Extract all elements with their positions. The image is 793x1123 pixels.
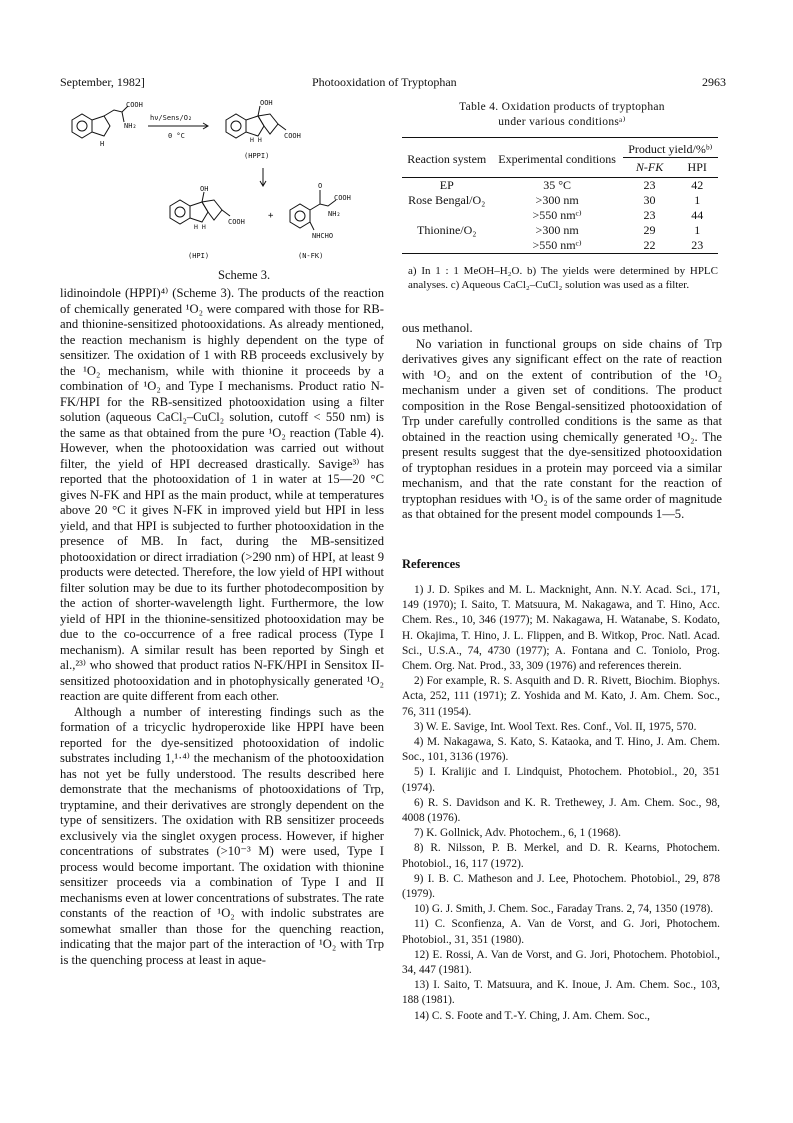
reference-item: 10) G. J. Smith, J. Chem. Soc., Faraday Trans. 2, 74, 1350 (1978). xyxy=(414,903,714,916)
table-footnotes: a) In 1 : 1 MeOH–H₂O. b) The yields were determined by HPLC analyses. c) Aqueous CaCl₂–CuCl₂ solution was used as a filter. xyxy=(408,265,718,291)
col-header-yield: Product yield/%ᵇ⁾ xyxy=(623,138,718,158)
references-heading: References xyxy=(402,557,461,571)
svg-text:H H: H H xyxy=(250,136,262,144)
svg-text:H H: H H xyxy=(194,223,206,231)
table-caption: Table 4. Oxidation products of tryptophan under various conditionsᵃ⁾ xyxy=(459,101,665,128)
scheme-caption: Scheme 3. xyxy=(218,268,271,282)
svg-text:OOH: OOH xyxy=(260,99,273,107)
svg-text:COOH: COOH xyxy=(334,194,351,202)
reference-item: 14) C. S. Foote and T.-Y. Ching, J. Am. Chem. Soc., xyxy=(414,1009,650,1022)
nfk-label: (N-FK) xyxy=(298,252,324,260)
svg-text:COOH: COOH xyxy=(228,218,245,226)
hpi-structure xyxy=(170,192,230,224)
paragraph: ous methanol. xyxy=(402,321,473,335)
right-column xyxy=(402,321,722,523)
reference-item: 11) C. Sconfienza, A. Van de Vorst, and G. Jori, Photochem. Photobiol., 31, 351 (1980). xyxy=(402,918,720,946)
table-row: Thionine/O₂ >300 nm 29 1 xyxy=(416,223,701,237)
reaction-condition: hν/Sens/O₂ xyxy=(150,114,193,122)
table-4 xyxy=(402,137,718,254)
reference-item: 5) I. Kralijic and I. Lindquist, Photochem. Photobiol., 20, 351 (1974). xyxy=(402,766,720,794)
svg-text:OH: OH xyxy=(200,185,209,193)
svg-text:+: + xyxy=(268,211,274,221)
paragraph: No variation in functional groups on side chains of Trp derivatives gives any significant effect on the rate of reaction with ¹O₂ and on the extent of contribution of the ¹O₂ mechanism under a given set of conditions. The product composition in the Rose Bengal-sensitized photooxidation of Trp under carefully controlled conditions is the same as that obtained in the reaction using chemically generated ¹O₂. The present results suggest that the dye-sensitized photooxidation of tryptophan residues in a protein may porceed via a similar mechanism, and that the rate constant for the reaction of tryptophan residues with ¹O₂ is of the same order of magnitude as that obtained for the present model compounds 1—5. xyxy=(402,336,722,521)
references-list xyxy=(402,583,720,1024)
scheme-3-structures xyxy=(58,98,358,283)
svg-text:O: O xyxy=(318,182,323,190)
hppi-structure xyxy=(226,106,286,138)
running-header-date: September, 1982] xyxy=(60,75,145,89)
svg-text:NHCHO: NHCHO xyxy=(312,232,334,240)
col-header-nfk: N-FK xyxy=(635,160,664,174)
paragraph: lidinoindole (HPPI)⁴⁾ (Scheme 3). The products of the reaction of chemically generated ¹O₂ were compared with those for RB- and thionine-sensitized photooxidations. As already mentioned, the reaction mechanism is highly dependent on the type of sensitizer. The oxidation of 1 with RB proceeds exclusively by the ¹O₂ mechanism, while with thionine it proceeds by a combination of ¹O₂ and Type I mechanisms. Product ratio N-FK/HPI for the RB-sensitized photooxidation using a filter solution (aqueous CaCl₂–CuCl₂ solution, cutoff < 550 nm) is the same as that obtained from the pure ¹O₂ reaction (Table 4). However, when the photooxidation was carried out without filter, the yield of HPI decreased drastically. Savige³⁾ has reported that the photooxidation of 1 in water at 15—20 °C gives N-FK and HPI as the main product, while at temperatures above 20 °C it gives N-FK in improved yield but HPI in less yield, and that HPI is subjected to further photooxidation in the presence of MB. In fact, during the MB-sensitized photooxidation or direct irradiation (>290 nm) of HPI, at least 9 products were detected. Therefore, the low yield of HPI without filter solution may be due to its further photodecomposition by the action of shorter-wavelength light. Furthermore, the low yield of HPI in the thionine-sensitized photooxidation may be due to the co-occurrence of a free radical process (Type I mechanism). A similar result has been reported by Singh et al.,²³⁾ who showed that product ratios N-FK/HPI in Sensitox II-sensitized photooxidation and in photophysically generated ¹O₂ reaction are quite different from each other. xyxy=(60,286,384,703)
page-number: 2963 xyxy=(702,75,726,89)
left-column xyxy=(60,286,384,968)
reference-item: 8) R. Nilsson, P. B. Merkel, and D. R. Kearns, Photochem. Photobiol., 16, 117 (1972). xyxy=(402,842,720,870)
svg-text:H: H xyxy=(100,140,105,148)
trp-nh2-label: NH₂ xyxy=(124,122,137,130)
trp-cooh-label: COOH xyxy=(126,101,143,109)
hppi-label: (HPPI) xyxy=(244,152,270,160)
running-header-title: Photooxidation of Tryptophan xyxy=(312,75,457,89)
reference-item: 4) M. Nakagawa, S. Kato, S. Kataoka, and T. Hino, J. Am. Chem. Soc., 101, 3136 (1976). xyxy=(402,736,720,764)
tryptophan-structure xyxy=(72,106,128,138)
table-row: EP 35 °C 23 42 xyxy=(439,178,704,192)
reference-item: 6) R. S. Davidson and K. R. Trethewey, J. Am. Chem. Soc., 98, 4008 (1976). xyxy=(402,796,720,825)
col-header-conditions: Experimental conditions xyxy=(498,152,616,166)
reference-item: 9) I. B. C. Matheson and J. Lee, Photochem. Photobiol., 29, 878 (1979). xyxy=(402,872,720,901)
hpi-label: (HPI) xyxy=(188,252,210,260)
table-row: Rose Bengal/O₂ >300 nm 30 1 xyxy=(408,193,701,207)
table-row: >550 nmᶜ⁾ 22 23 xyxy=(402,238,718,254)
col-header-hpi: HPI xyxy=(687,160,707,174)
reference-item: 1) J. D. Spikes and M. L. Macknight, Ann. N.Y. Acad. Sci., 171, 149 (1970); I. Saito, T. Matsuura, M. Nakagawa, and T. Hino, Acc. Chem. Res., 10, 346 (1977); M. Nakagawa, H. Watanabe, S. Kodato, H. Okajima, T. Hino, J. L. Flippen, and B. Witkop, Proc. Natl. Acad. Sci., U.S.A., 74, 4730 (1977); A. Fontana and C. Toniolo, Prog. Chem. Org. Nat. Prod., 33, 309 (1976) and references therein. xyxy=(402,584,720,673)
svg-text:NH₂: NH₂ xyxy=(328,210,341,218)
paragraph: Although a number of interesting findings such as the formation of a tricyclic hydroperoxide like HPPI have been reported for the dye-sensitized photooxidation of indolic substrates including 1,¹·⁴⁾ the mechanism of the photooxidation has not yet be fully understood. The results described here demonstrate that the mechanisms of photooxidations of Trp, tryptamine, and their derivatives are strongly dependent on the type of sensitizers. The oxidation with RB sensitizer proceeds exclusively via the singlet oxygen process. However, if higher concentrations of substrates (>10⁻³ M) were used, Type I process would become important. The oxidation with thionine sensitizer proceeds via a combination of Type I and II mechanisms even at lower concentrations of substrates. The rate constants of the reaction of ¹O₂ with indolic substrates are somewhat smaller than those for the quenching reaction, indicating that the major part of the interaction of ¹O₂ with Trp is the quenching process at least in aque- xyxy=(60,704,384,967)
reference-item: 2) For example, R. S. Asquith and D. R. Rivett, Biochim. Biophys. Acta, 252, 111 (1971); Z. Yoshida and M. Kato, J. Am. Chem. Soc., 76, 311 (1954). xyxy=(402,675,720,718)
reference-item: 3) W. E. Savige, Int. Wool Text. Res. Conf., Vol. II, 1975, 570. xyxy=(414,720,697,733)
reference-item: 7) K. Gollnick, Adv. Photochem., 6, 1 (1968). xyxy=(414,827,621,840)
reaction-temperature: 0 °C xyxy=(168,132,185,140)
reference-item: 12) E. Rossi, A. Van de Vorst, and G. Jori, Photochem. Photobiol., 34, 447 (1981). xyxy=(402,948,720,977)
col-header-system: Reaction system xyxy=(407,152,487,166)
table-row: >550 nmᶜ⁾ 23 44 xyxy=(532,208,704,222)
svg-text:COOH: COOH xyxy=(284,132,301,140)
reference-item: 13) I. Saito, T. Matsuura, and K. Inoue, J. Am. Chem. Soc., 103, 188 (1981). xyxy=(402,979,720,1007)
